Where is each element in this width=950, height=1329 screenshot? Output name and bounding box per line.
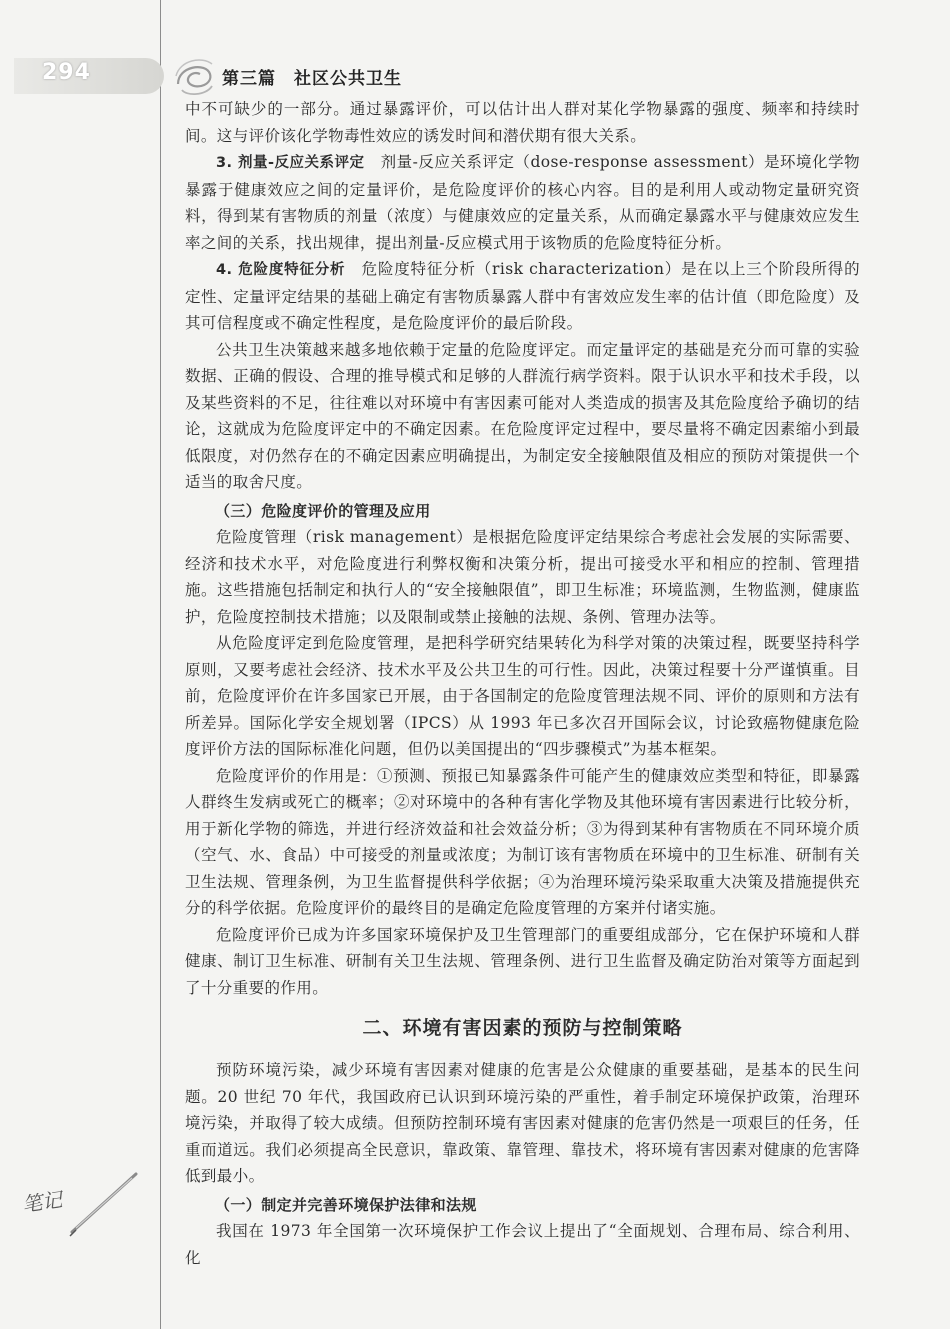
run-in-heading: 4. 危险度特征分析 <box>216 262 346 278</box>
paragraph: 我国在 1973 年全国第一次环境保护工作会议上提出了“全面规划、合理布局、综合利用、化 <box>185 1222 860 1267</box>
paragraph: 中不可缺少的一部分。通过暴露评价，可以估计出人群对某化学物暴露的强度、频率和持续时间。这与评价该化学物毒性效应的诱发时间和潜伏期有很大关系。 <box>185 100 860 145</box>
chapter-section-title: 二、环境有害因素的预防与控制策略 <box>362 1017 683 1039</box>
section-heading: （一）制定并完善环境保护法律和法规 <box>215 1195 477 1214</box>
run-in-heading: 3. 剂量-反应关系评定 <box>216 155 365 171</box>
page-body <box>185 96 860 1271</box>
running-header-title: 第三篇 社区公共卫生 <box>222 69 402 89</box>
notes-margin <box>22 1168 132 1238</box>
paragraph: 预防环境污染，减少环境有害因素对健康的危害是公众健康的重要基础，是基本的民生问题。20 世纪 70 年代，我国政府已认识到环境污染的严重性，着手制定环境保护政策，治理环境污染，并取得了较大成绩。但预防控制环境有害因素对健康的危害仍然是一项艰巨的任务，任重而道远。我们必须提高全民意识，靠政策、靠管理、靠技术，将环境有害因素对健康的危害降低到最小。 <box>185 1061 860 1185</box>
paragraph-text: 剂量-反应关系评定（dose-response assessment）是环境化学物暴露于健康效应之间的定量评价，是危险度评价的核心内容。目的是利用人或动物定量研究资料，得到某有害物质的剂量（浓度）与健康效应的定量关系，从而确定暴露水平与健康效应发生率之间的关系，找出规律，提出剂量-反应模式用于该物质的危险度特征分析。 <box>185 153 860 252</box>
paragraph-text: 危险度特征分析（risk characterization）是在以上三个阶段所得的定性、定量评定结果的基础上确定有害物质暴露人群中有害效应发生率的估计值（即危险度）及其可信程度或不确定性程度，是危险度评价的最后阶段。 <box>185 260 860 332</box>
notes-label: 笔记 <box>20 1187 64 1217</box>
paragraph: 公共卫生决策越来越多地依赖于定量的危险度评定。而定量评定的基础是充分而可靠的实验数据、正确的假设、合理的推导模式和足够的人群流行病学资料。限于认识水平和技术手段，以及某些资料的不足，往往难以对环境中有害因素可能对人类造成的损害及其危险度给予确切的结论，这就成为危险度评定中的不确定因素。在危险度评定过程中，要尽量将不确定因素缩小到最低限度，对仍然存在的不确定因素应明确提出，为制定安全接触限值及相应的预防对策提供一个适当的取舍尺度。 <box>185 340 860 491</box>
paragraph <box>185 256 860 337</box>
paragraph: 从危险度评定到危险度管理，是把科学研究结果转化为科学对策的决策过程，既要坚持科学原则，又要考虑社会经济、技术水平及公共卫生的可行性。因此，决策过程要十分严谨慎重。目前，危险度评价在许多国家已开展，由于各国制定的危险度管理法规不同、评价的原则和方法有所差异。国际化学安全规划署（IPCS）从 1993 年已多次召开国际会议，讨论致癌物健康危险度评价方法的国际标准化问题，但仍以美国提出的“四步骤模式”为基本框架。 <box>185 634 860 758</box>
paragraph <box>185 149 860 256</box>
pen-icon <box>66 1168 146 1238</box>
paragraph: 危险度评价已成为许多国家环境保护及卫生管理部门的重要组成部分，它在保护环境和人群健康、制订卫生标准、研制有关卫生法规、管理条例、进行卫生监督及确定防治对策等方面起到了十分重要的作用。 <box>185 925 860 997</box>
section-heading: （三）危险度评价的管理及应用 <box>215 501 431 520</box>
margin-rule <box>160 0 161 1329</box>
paragraph: 危险度管理（risk management）是根据危险度评定结果综合考虑社会发展的实际需要、经济和技术水平，对危险度进行利弊权衡和决策分析，提出可接受水平和相应的控制、管理措施。这些措施包括制定和执行人的“安全接触限值”，即卫生标准；环境监测，生物监测，健康监护，危险度控制技术措施；以及限制或禁止接触的法规、条例、管理办法等。 <box>185 528 860 626</box>
paragraph: 危险度评价的作用是：①预测、预报已知暴露条件可能产生的健康效应类型和特征，即暴露人群终生发病或死亡的概率；②对环境中的各种有害化学物及其他环境有害因素进行比较分析，用于新化学物的筛选，并进行经济效益和社会效益分析；③为得到某种有害物质在不同环境介质（空气、水、食品）中可接受的剂量或浓度；为制订该有害物质在环境中的卫生标准、研制有关卫生法规、管理条例，为卫生监督提供科学依据；④为治理环境污染采取重大决策及措施提供充分的科学依据。危险度评价的最终目的是确定危险度管理的方案并付诸实施。 <box>185 766 860 917</box>
page-number: 294 <box>42 60 91 85</box>
section-swirl-icon <box>172 54 218 100</box>
